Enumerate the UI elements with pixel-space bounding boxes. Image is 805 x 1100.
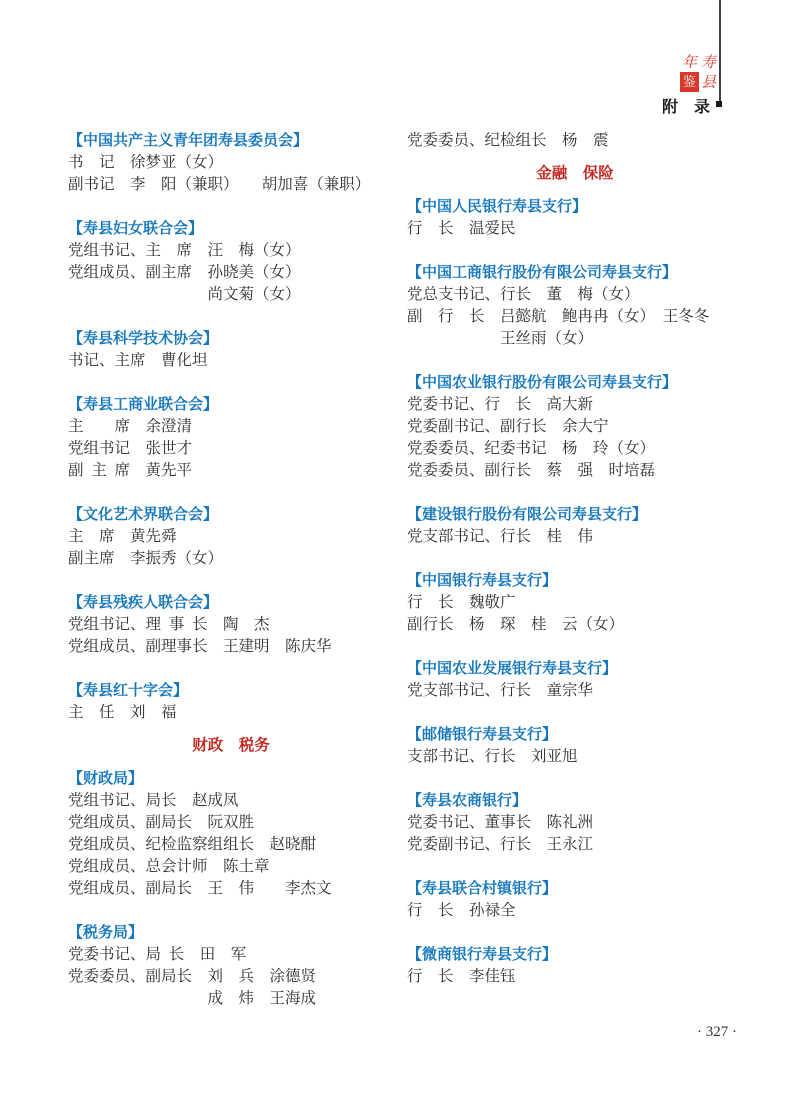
yearbook-seal-stamp: [680, 52, 718, 92]
section: [407, 570, 743, 636]
section: [407, 658, 743, 702]
section-title: 【寿县残疾人联合会】: [68, 594, 219, 611]
entry-line: 党组书记、局长 赵成凤: [68, 792, 239, 809]
seal-char: 寿: [700, 52, 716, 71]
section: [407, 372, 743, 482]
entry-line: 党组成员、纪检监察组组长 赵晓酣: [68, 836, 317, 853]
entry-line: 行 长 温爱民: [407, 220, 516, 237]
entry-line: 党组书记、主 席 汪 梅（女）: [68, 242, 301, 259]
section-title: 【中国工商银行股份有限公司寿县支行】: [407, 264, 678, 281]
entry-line: 主 席 余澄清: [68, 418, 193, 435]
category-header: 金融 保险: [536, 165, 614, 182]
section-title: 【寿县科学技术协会】: [68, 330, 219, 347]
section-title: 【税务局】: [68, 924, 144, 941]
entry-line: 党委委员、副行长 蔡 强 时培磊: [407, 462, 656, 479]
section: [407, 944, 743, 988]
entry-line: 党组书记、理 事 长 陶 杰: [68, 616, 270, 633]
entry-line: 王丝雨（女）: [407, 330, 594, 347]
entry-line: 成 炜 王海成: [68, 990, 317, 1007]
seal-char: 鉴: [680, 72, 699, 92]
entry-line: 党委副书记、副行长 余大宁: [407, 418, 609, 435]
entry-line: 党支部书记、行长 桂 伟: [407, 528, 594, 545]
seal-char: 年: [681, 52, 697, 71]
section: [68, 680, 394, 724]
left-column: [68, 130, 394, 1032]
section: [68, 328, 394, 372]
entry-line: 副主席 李振秀（女）: [68, 550, 224, 567]
entry-line: 支部书记、行长 刘亚旭: [407, 748, 578, 765]
entry-line: 党支部书记、行长 童宗华: [407, 682, 594, 699]
section-title: 【寿县红十字会】: [68, 682, 189, 699]
section-title: 【中国银行寿县支行】: [407, 572, 558, 589]
right-column: [407, 130, 743, 1010]
section: [68, 592, 394, 658]
section-title: 【寿县联合村镇银行】: [407, 880, 558, 897]
entry-line: 行 长 李佳钰: [407, 968, 516, 985]
section-title: 【中国农业银行股份有限公司寿县支行】: [407, 374, 678, 391]
entry-line: 党组成员、副主席 孙晓美（女）: [68, 264, 301, 281]
section: [407, 262, 743, 350]
section-title: 【寿县工商业联合会】: [68, 396, 219, 413]
entry-line: 党委书记、董事长 陈礼洲: [407, 814, 594, 831]
entry-line: 党总支书记、行长 董 梅（女）: [407, 286, 640, 303]
section: [407, 724, 743, 768]
section-title: 【中国农业发展银行寿县支行】: [407, 660, 618, 677]
section: [68, 218, 394, 306]
entry-line: 党组成员、副理事长 王建明 陈庆华: [68, 638, 332, 655]
entry-line: 行 长 魏敬广: [407, 594, 516, 611]
section-title: 【寿县妇女联合会】: [68, 220, 204, 237]
seal-char: 县: [700, 72, 716, 91]
section: [407, 130, 743, 152]
section-title: 【财政局】: [68, 770, 144, 787]
entry-line: 党委书记、局 长 田 军: [68, 946, 247, 963]
category-header: 财政 税务: [192, 737, 270, 754]
entry-line: 党组成员、副局长 阮双胜: [68, 814, 255, 831]
entry-line: 主 任 刘 福: [68, 704, 177, 721]
entry-line: 党委委员、纪检组长 杨 震: [407, 132, 609, 149]
section: [407, 196, 743, 240]
section-title: 【邮储银行寿县支行】: [407, 726, 558, 743]
entry-line: 党组成员、副局长 王 伟 李杰文: [68, 880, 332, 897]
entry-line: 副书记 李 阳（兼职） 胡加喜（兼职）: [68, 176, 371, 193]
entry-line: 书 记 徐梦亚（女）: [68, 154, 224, 171]
section: [68, 130, 394, 196]
entry-line: 书记、主席 曹化坦: [68, 352, 208, 369]
entry-line: 党委委员、纪委书记 杨 玲（女）: [407, 440, 656, 457]
section-title: 【中国共产主义青年团寿县委员会】: [68, 132, 309, 149]
entry-line: 副 行 长 吕懿航 鲍冉冉（女） 王冬冬: [407, 308, 710, 325]
entry-line: 党委副书记、行长 王永江: [407, 836, 594, 853]
page-header-label: 附 录: [662, 99, 711, 116]
entry-line: 党委书记、行 长 高大新: [407, 396, 594, 413]
section: [68, 768, 394, 900]
section-title: 【寿县农商银行】: [407, 792, 528, 809]
entry-line: 党委委员、副局长 刘 兵 涂德贤: [68, 968, 317, 985]
section-title: 【中国人民银行寿县支行】: [407, 198, 588, 215]
page-number: · 327 ·: [697, 1024, 737, 1040]
section: [68, 922, 394, 1010]
entry-line: 党组成员、总会计师 陈土章: [68, 858, 270, 875]
section: [407, 790, 743, 856]
margin-rule-end-dot: [716, 101, 722, 107]
entry-line: 尚文菊（女）: [68, 286, 301, 303]
margin-rule: [719, 0, 721, 103]
section-title: 【文化艺术界联合会】: [68, 506, 219, 523]
entry-line: 副行长 杨 琛 桂 云（女）: [407, 616, 625, 633]
section: [407, 878, 743, 922]
entry-line: 党组书记 张世才: [68, 440, 193, 457]
entry-line: 副 主 席 黄先平: [68, 462, 193, 479]
section-title: 【微商银行寿县支行】: [407, 946, 558, 963]
entry-line: 行 长 孙禄全: [407, 902, 516, 919]
section: [68, 504, 394, 570]
section-title: 【建设银行股份有限公司寿县支行】: [407, 506, 648, 523]
section: [68, 394, 394, 482]
section: [407, 504, 743, 548]
entry-line: 主 席 黄先舜: [68, 528, 177, 545]
